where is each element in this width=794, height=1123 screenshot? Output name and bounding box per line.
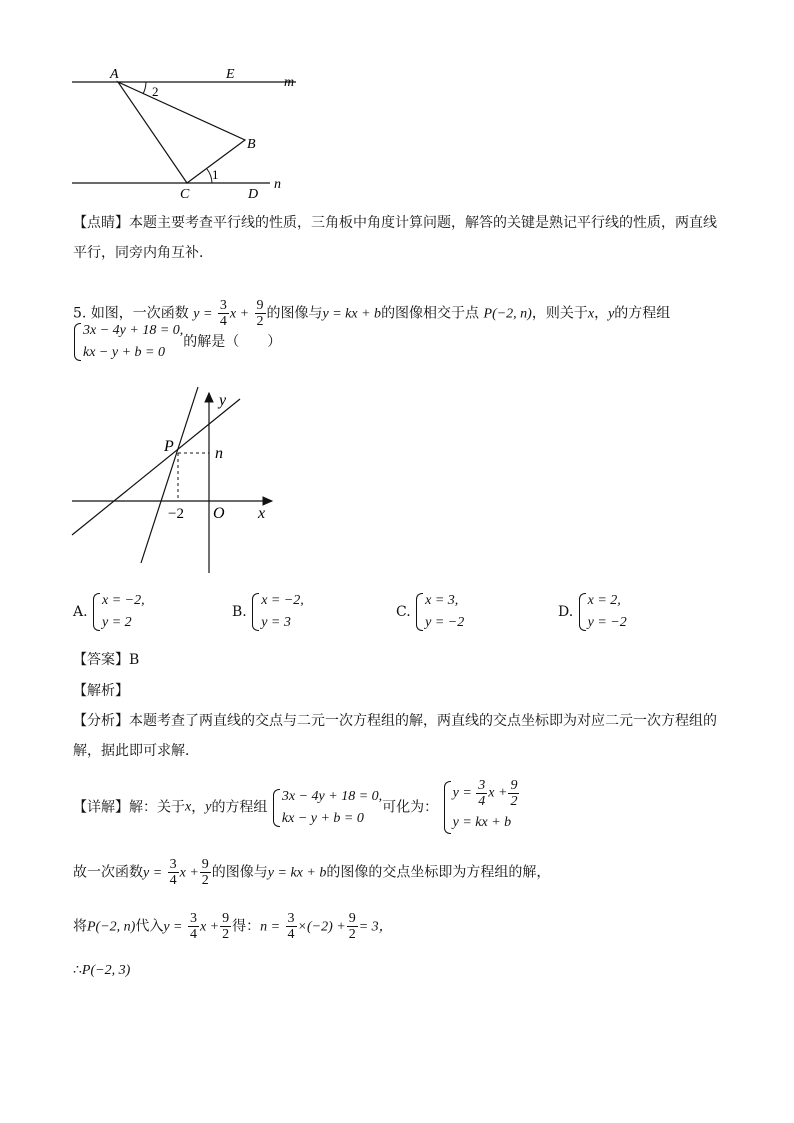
graph-label-n: n	[215, 445, 223, 462]
fenxi-text-1: 本题考查了两直线的交点与二元一次方程组的解，两直线的交点坐标即为对应二元一次方程组的	[129, 713, 717, 729]
detail-var-x: x	[185, 799, 192, 815]
question-mid: 的图像与	[266, 305, 323, 322]
point-P: P(−2, n)	[483, 306, 532, 322]
fenxi-line1	[73, 711, 717, 731]
answer-tag: 【答案】	[73, 652, 129, 668]
option-system: x = 3, y = −2	[415, 590, 464, 634]
sub-slope: $\frac{3}{4}$	[189, 911, 197, 942]
question-intro: 如图，一次函数	[90, 305, 189, 322]
analysis-line	[73, 681, 129, 701]
detail-post: 的方程组	[211, 799, 268, 816]
option-system: x = −2, y = 2	[92, 590, 145, 634]
note-tag: 【点睛】	[73, 215, 129, 231]
var-y: y	[608, 306, 615, 322]
gu-x: x +	[179, 865, 199, 881]
option-letter: C.	[396, 604, 411, 620]
graph-label-neg2: −2	[168, 506, 184, 522]
gu-fn2: y = kx + b	[267, 865, 327, 881]
label-angle1: 1	[212, 167, 219, 182]
label-C: C	[180, 187, 190, 202]
detail-tag: 【详解】	[73, 799, 129, 816]
label-A: A	[110, 67, 119, 82]
option-B[interactable]	[232, 590, 304, 634]
gu-lhs: y =	[143, 865, 163, 881]
sub-point: P(−2, n)	[87, 919, 136, 935]
fenxi-tag: 【分析】	[73, 713, 129, 729]
question-tail2: 的方程组	[614, 305, 671, 322]
fn1-slope: $\frac{3}{4}$	[219, 298, 227, 329]
label-E: E	[226, 67, 235, 82]
parallel-lines-figure	[60, 60, 320, 205]
option-letter: D.	[558, 604, 574, 620]
option-system: x = −2, y = 3	[251, 590, 304, 634]
note-line2	[73, 243, 213, 263]
question-ask: 的解是（ ）	[183, 334, 282, 350]
fn2: y = kx + b	[322, 306, 382, 322]
graph-label-x: x	[258, 505, 266, 522]
gu-intercept: $\frac{9}{2}$	[201, 857, 209, 888]
fenxi-text-2: 解，据此即可求解．	[73, 743, 199, 759]
detail-comma: ，	[191, 799, 206, 816]
detail-system-rewritten: y = $\frac{3}{4}$ x + $\frac{9}{2}$ y = kx + b	[443, 778, 521, 837]
gu-post: 的图像的交点坐标即为方程组的解，	[326, 864, 551, 881]
sub-x: x +	[199, 919, 220, 935]
therefore-symbol: ∴	[73, 962, 82, 978]
conclusion-point: P(−2, 3)	[81, 963, 131, 978]
sub-pre: 将	[73, 918, 87, 935]
comma: ，	[594, 305, 609, 322]
var-x: x	[587, 306, 595, 322]
option-letter: B.	[232, 604, 247, 620]
question-tail: ，则关于	[531, 305, 588, 322]
sub-times: ×(−2) +	[297, 919, 346, 935]
graph-label-y: y	[219, 392, 227, 409]
detail-pre: 解：关于	[129, 799, 185, 816]
gu-mid: 的图像与	[211, 864, 268, 881]
analysis-tag: 【解析】	[73, 683, 129, 699]
option-system: x = 2, y = −2	[578, 590, 627, 634]
detail-var-y: y	[205, 799, 212, 815]
coordinate-graph	[66, 385, 286, 580]
detail-system: 3x − 4y + 18 = 0, kx − y + b = 0	[272, 786, 382, 830]
label-angle2: 2	[152, 84, 159, 99]
label-m: m	[284, 75, 295, 90]
option-D[interactable]	[558, 590, 627, 634]
fn1-intercept: $\frac{9}{2}$	[256, 298, 264, 329]
label-B: B	[247, 137, 256, 152]
note-text-2: 平行，同旁内角互补．	[73, 245, 213, 261]
gu-slope: $\frac{3}{4}$	[169, 857, 177, 888]
detail-line	[73, 778, 520, 837]
label-n: n	[274, 177, 281, 192]
answer-value: B	[129, 652, 140, 668]
question-number: 5.	[73, 305, 87, 322]
substitute-line	[73, 911, 393, 942]
graph-label-O: O	[213, 505, 225, 522]
sub-const: $\frac{9}{2}$	[348, 911, 356, 942]
sub-n-eq: n =	[260, 919, 281, 935]
option-letter: A.	[73, 604, 88, 620]
fenxi-line2	[73, 741, 199, 761]
sub-lhs: y =	[163, 919, 183, 935]
question-mid2: 的图像相交于点	[381, 305, 480, 322]
question-5-system	[73, 320, 281, 364]
equation-system: 3x − 4y + 18 = 0, kx − y + b = 0	[73, 320, 183, 364]
detail-can: 可化为：	[382, 799, 439, 816]
sub-coef: $\frac{3}{4}$	[287, 911, 295, 942]
option-A[interactable]	[73, 590, 145, 634]
sub-intercept: $\frac{9}{2}$	[222, 911, 230, 942]
answer-line	[73, 650, 139, 670]
sub-mid: 代入	[135, 918, 164, 935]
sub-result: = 3，	[358, 919, 393, 935]
fn1-x: x +	[229, 306, 250, 322]
note-text-1: 本题主要考查平行线的性质，三角板中角度计算问题，解答的关键是熟记平行线的性质，两直线	[129, 215, 717, 231]
note-line1	[73, 213, 717, 233]
fn1-lhs: y =	[193, 306, 213, 322]
gu-line	[73, 857, 550, 888]
sub-de: 得：	[232, 918, 261, 935]
gu-pre: 故一次函数	[73, 864, 143, 881]
graph-label-P: P	[164, 438, 174, 455]
label-D: D	[248, 187, 259, 202]
option-C[interactable]	[396, 590, 464, 634]
conclusion-line	[73, 960, 130, 981]
